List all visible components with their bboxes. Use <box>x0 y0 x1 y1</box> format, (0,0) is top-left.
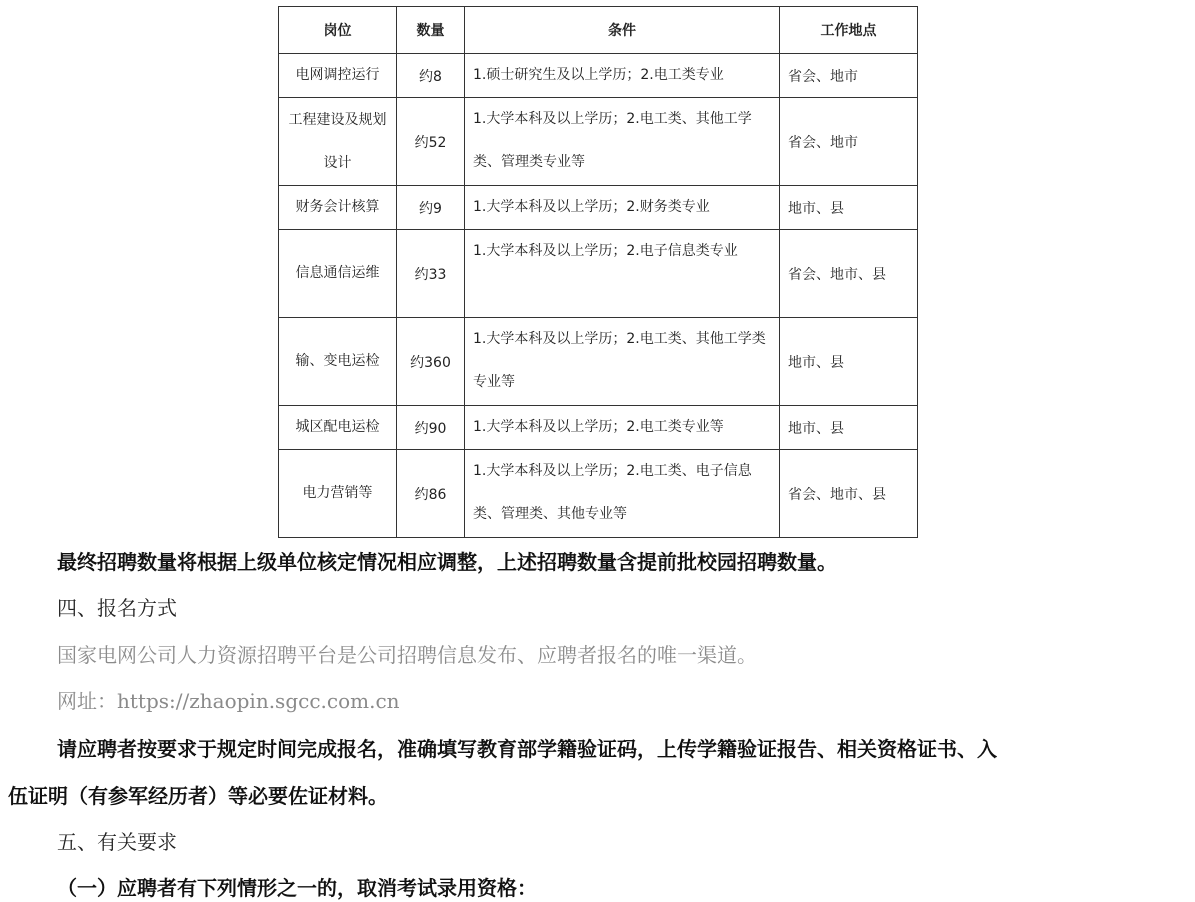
cell-location: 省会、地市、县 <box>780 230 918 318</box>
cell-count: 约8 <box>397 54 465 98</box>
cell-condition: 1.大学本科及以上学历；2.电子信息类专业 <box>465 230 780 318</box>
cell-count: 约360 <box>397 318 465 406</box>
cell-location: 省会、地市、县 <box>780 450 918 538</box>
cell-count: 约9 <box>397 186 465 230</box>
cell-count: 约33 <box>397 230 465 318</box>
table-header-row <box>279 7 918 54</box>
quota-note: 最终招聘数量将根据上级单位核定情况相应调整，上述招聘数量含提前批校园招聘数量。 <box>57 550 837 574</box>
cell-location: 省会、地市 <box>780 98 918 186</box>
cell-position: 信息通信运维 <box>279 230 397 318</box>
cell-position: 输、变电运检 <box>279 318 397 406</box>
section4-heading: 四、报名方式 <box>57 596 177 620</box>
table-row <box>279 318 918 406</box>
table-row <box>279 186 918 230</box>
cell-count: 约52 <box>397 98 465 186</box>
table-row <box>279 406 918 450</box>
cell-position: 财务会计核算 <box>279 186 397 230</box>
cell-condition: 1.大学本科及以上学历；2.电工类专业等 <box>465 406 780 450</box>
table-row <box>279 98 918 186</box>
cell-location: 地市、县 <box>780 406 918 450</box>
header-location: 工作地点 <box>780 7 918 54</box>
instructions-line2: 伍证明（有参军经历者）等必要佐证材料。 <box>8 784 388 808</box>
website-text: 网址：https://zhaopin.sgcc.com.cn <box>57 689 400 713</box>
cell-condition: 1.硕士研究生及以上学历；2.电工类专业 <box>465 54 780 98</box>
cell-position: 电网调控运行 <box>279 54 397 98</box>
section5-heading: 五、有关要求 <box>57 830 177 854</box>
cell-condition: 1.大学本科及以上学历；2.财务类专业 <box>465 186 780 230</box>
cell-count: 约86 <box>397 450 465 538</box>
cell-condition: 1.大学本科及以上学历；2.电工类、电子信息类、管理类、其他专业等 <box>465 450 780 538</box>
cell-condition: 1.大学本科及以上学历；2.电工类、其他工学类、管理类专业等 <box>465 98 780 186</box>
platform-text: 国家电网公司人力资源招聘平台是公司招聘信息发布、应聘者报名的唯一渠道。 <box>57 643 757 667</box>
cell-position: 城区配电运检 <box>279 406 397 450</box>
header-position: 岗位 <box>279 7 397 54</box>
recruitment-table <box>278 6 918 538</box>
cell-position: 电力营销等 <box>279 450 397 538</box>
cell-condition: 1.大学本科及以上学历；2.电工类、其他工学类专业等 <box>465 318 780 406</box>
table-row <box>279 450 918 538</box>
table-row <box>279 230 918 318</box>
cell-location: 省会、地市 <box>780 54 918 98</box>
cell-count: 约90 <box>397 406 465 450</box>
cell-location: 地市、县 <box>780 186 918 230</box>
cell-position: 工程建设及规划设计 <box>279 98 397 186</box>
header-condition: 条件 <box>465 7 780 54</box>
instructions-line1: 请应聘者按要求于规定时间完成报名，准确填写教育部学籍验证码，上传学籍验证报告、相关资格证书、入 <box>57 737 997 761</box>
cell-location: 地市、县 <box>780 318 918 406</box>
subsection1-heading: （一）应聘者有下列情形之一的，取消考试录用资格： <box>57 876 537 900</box>
header-count: 数量 <box>397 7 465 54</box>
table-row <box>279 54 918 98</box>
